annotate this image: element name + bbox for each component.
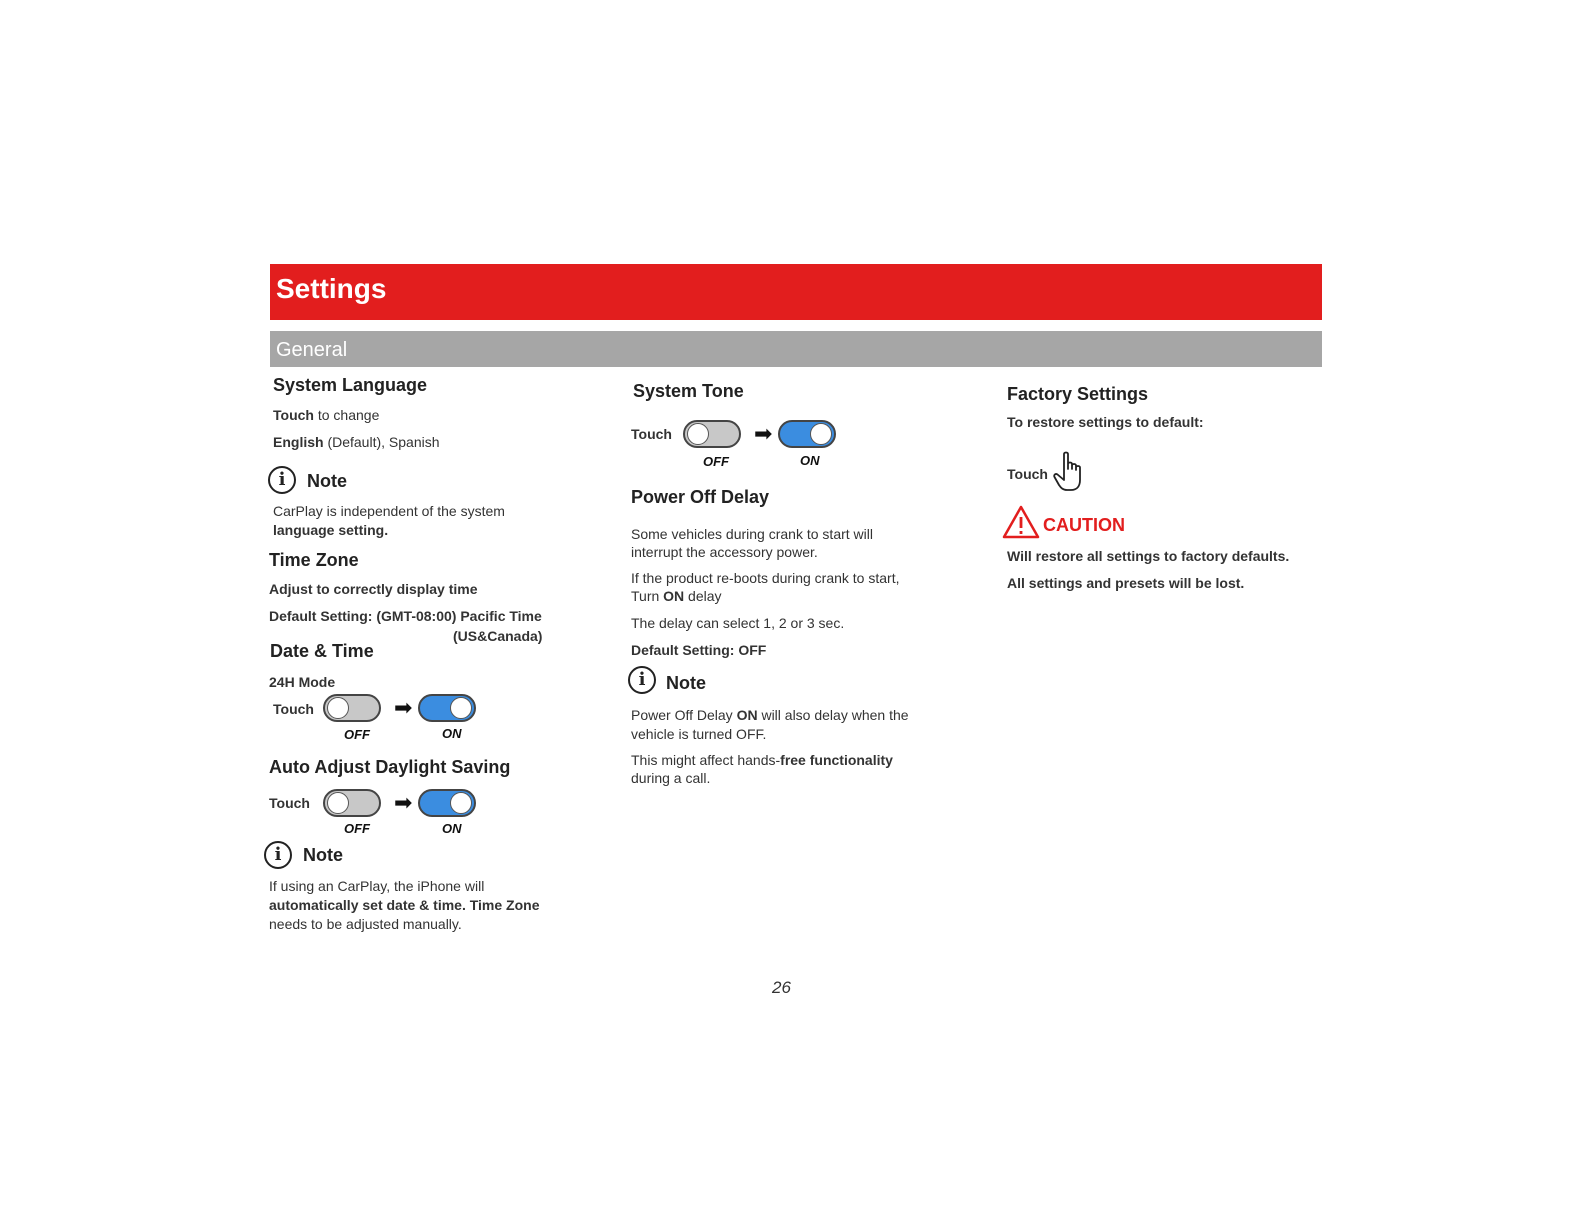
- daylight-touch-label: Touch: [269, 795, 310, 811]
- power-off-p3: The delay can select 1, 2 or 3 sec.: [631, 615, 845, 631]
- factory-touch-label: Touch: [1007, 466, 1048, 482]
- note-label: Note: [666, 673, 706, 693]
- warning-triangle-icon: [1002, 505, 1040, 539]
- daylight-on-label: ON: [442, 821, 462, 836]
- power-off-p2-line2: Turn ON delay: [631, 588, 722, 604]
- power-off-delay-heading: Power Off Delay: [631, 487, 770, 507]
- system-tone-toggle-on[interactable]: [778, 420, 836, 448]
- system-tone-touch-label: Touch: [631, 426, 672, 442]
- system-tone-toggle-off[interactable]: [683, 420, 741, 448]
- note3-line4: during a call.: [631, 770, 711, 786]
- time-zone-default: Default Setting: (GMT-08:00) Pacific Time: [269, 608, 542, 624]
- 24h-toggle-on[interactable]: [418, 694, 476, 722]
- daylight-toggle-on[interactable]: [418, 789, 476, 817]
- page-number: 26: [772, 978, 791, 997]
- note3-line3: This might affect hands-free functionality: [631, 752, 893, 768]
- right-arrow-icon: ➡: [394, 790, 413, 815]
- system-tone-off-label: OFF: [703, 454, 729, 469]
- system-language-touch-line: Touch to change: [273, 407, 380, 423]
- note1-line1: CarPlay is independent of the system: [273, 503, 505, 519]
- right-arrow-icon: ➡: [754, 421, 773, 446]
- title-bar: [270, 264, 1322, 320]
- pointing-hand-icon[interactable]: [1053, 451, 1087, 493]
- power-off-p1-line2: interrupt the accessory power.: [631, 544, 818, 560]
- note-label: Note: [307, 471, 347, 491]
- caution-line1: Will restore all settings to factory defaults.: [1007, 548, 1290, 564]
- time-zone-line1: Adjust to correctly display time: [269, 581, 478, 597]
- caution-line2: All settings and presets will be lost.: [1007, 575, 1245, 591]
- daylight-toggle-off[interactable]: [323, 789, 381, 817]
- factory-settings-heading: Factory Settings: [1007, 384, 1149, 404]
- time-zone-heading: Time Zone: [269, 550, 359, 570]
- system-language-heading: System Language: [273, 375, 428, 395]
- note3-line1: Power Off Delay ON will also delay when the: [631, 707, 909, 723]
- note2-line1: If using an CarPlay, the iPhone will: [269, 878, 485, 894]
- 24h-toggle-off[interactable]: [323, 694, 381, 722]
- note-label: Note: [303, 845, 343, 865]
- page-title: Settings: [276, 273, 387, 304]
- power-off-p2-line1: If the product re-boots during crank to start,: [631, 570, 900, 586]
- time-zone-region: (US&Canada): [453, 628, 543, 644]
- system-language-options: English (Default), Spanish: [273, 434, 440, 450]
- daylight-heading: Auto Adjust Daylight Saving: [269, 757, 511, 777]
- 24h-touch-label: Touch: [273, 701, 314, 717]
- note2-line2: automatically set date & time. Time Zone: [269, 897, 540, 913]
- caution-label: CAUTION: [1043, 515, 1125, 535]
- factory-settings-instruction: To restore settings to default:: [1007, 414, 1204, 430]
- system-tone-heading: System Tone: [633, 381, 744, 401]
- info-icon: i: [628, 666, 656, 694]
- note1-line2: language setting.: [273, 522, 389, 538]
- note3-line2: vehicle is turned OFF.: [631, 726, 767, 742]
- power-off-p1-line1: Some vehicles during crank to start will: [631, 526, 873, 542]
- system-tone-on-label: ON: [800, 453, 820, 468]
- date-time-heading: Date & Time: [270, 641, 374, 661]
- info-icon: i: [264, 841, 292, 869]
- section-title: General: [276, 339, 348, 361]
- section-bar: [270, 331, 1322, 367]
- right-arrow-icon: ➡: [394, 695, 413, 720]
- daylight-off-label: OFF: [344, 821, 370, 836]
- power-off-default: Default Setting: OFF: [631, 642, 767, 658]
- note2-line3: needs to be adjusted manually.: [269, 916, 462, 932]
- 24h-mode-label: 24H Mode: [269, 674, 336, 690]
- 24h-off-label: OFF: [344, 727, 370, 742]
- 24h-on-label: ON: [442, 726, 462, 741]
- info-icon: i: [268, 466, 296, 494]
